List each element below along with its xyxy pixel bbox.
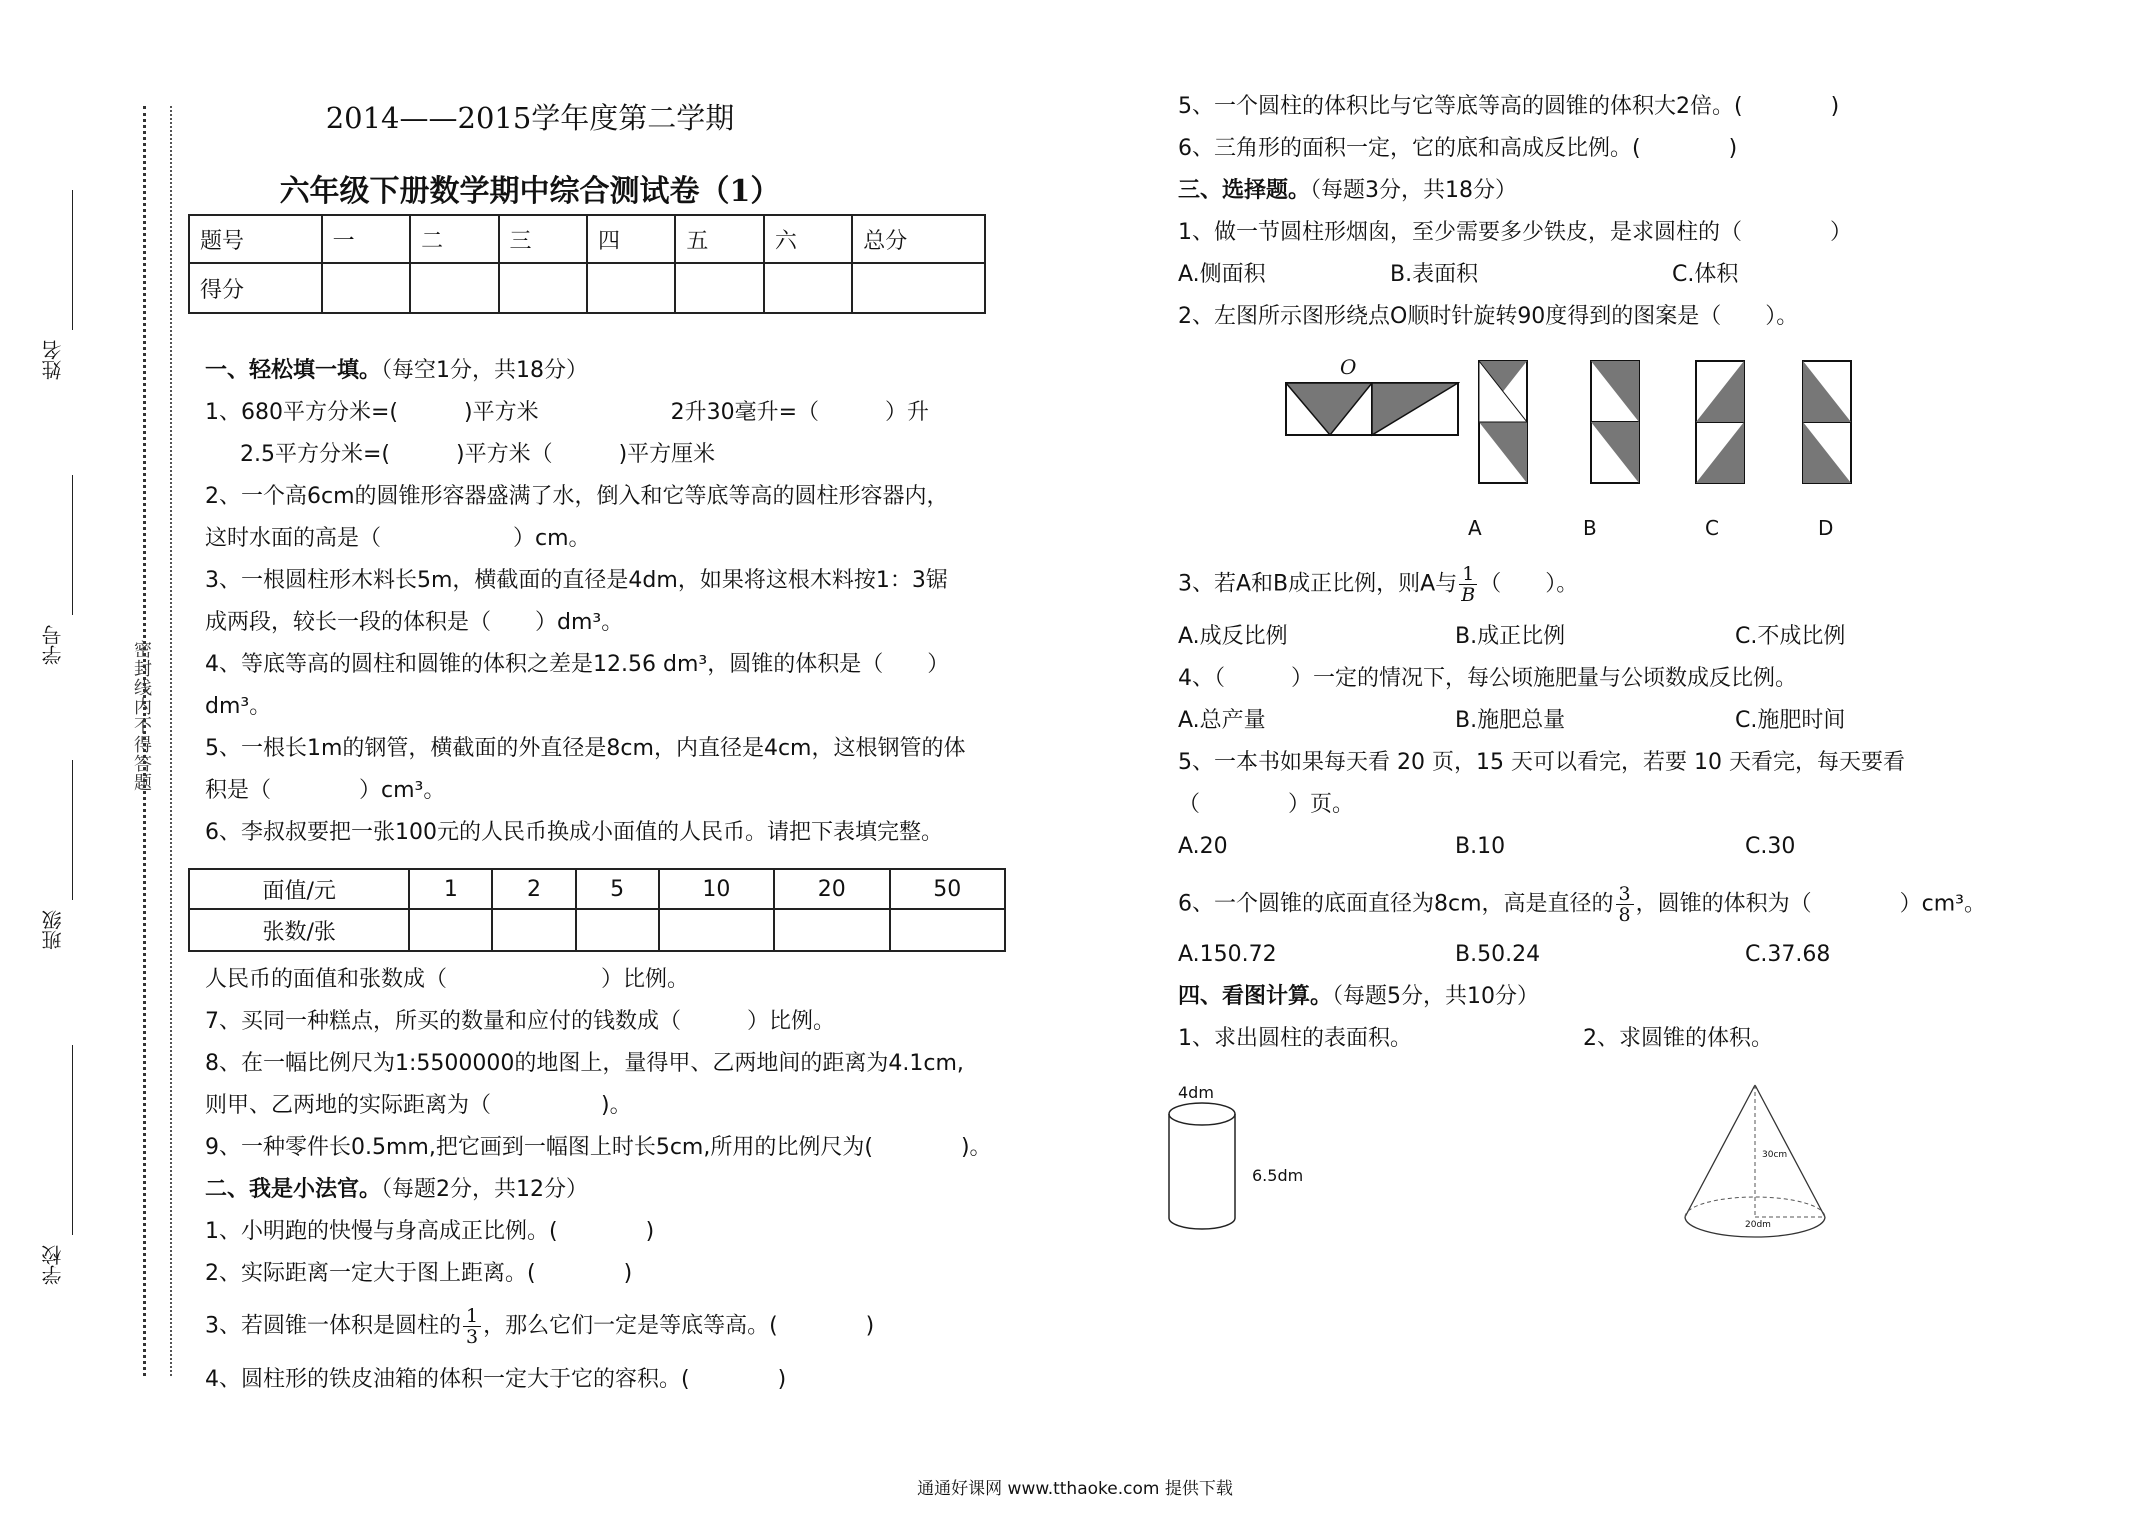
s2-q4: 4、圆柱形的铁皮油箱的体积一定大于它的容积。( ) xyxy=(205,1367,787,1392)
name-blank-line xyxy=(72,190,73,330)
money-blank xyxy=(409,909,492,951)
s3-q3: 3、若A和B成正比例，则A与 $\frac{1}{B}$ （ ）。 xyxy=(1178,563,1579,606)
exam-year-title: 2014——2015学年度第二学期 xyxy=(325,101,735,135)
s1-q3a: 3、一根圆柱形木料长5m，横截面的直径是4dm，如果将这根木料按1：3锯 xyxy=(205,568,948,593)
s2-q3: 3、若圆锥一体积是圆柱的 $\frac{1}{3}$ ，那么它们一定是等底等高。( ) xyxy=(205,1305,875,1348)
option-c-label: C xyxy=(1705,516,1719,540)
money-blank xyxy=(659,909,774,951)
s3-q3-opt-c: C.不成比例 xyxy=(1735,624,1846,649)
s1-q8b: 则甲、乙两地的实际距离为（ )。 xyxy=(205,1093,632,1118)
section4-heading: 四、看图计算。（每题5分，共10分） xyxy=(1178,984,1540,1009)
money-blank xyxy=(576,909,659,951)
school-blank-line xyxy=(72,1045,73,1235)
s3-q5a: 5、一本书如果每天看 20 页，15 天可以看完，若要 10 天看完，每天要看 xyxy=(1178,750,1905,775)
score-table-score-row xyxy=(189,263,985,313)
section3-heading: 三、选择题。（每题3分，共18分） xyxy=(1178,178,1518,203)
money-blank xyxy=(492,909,575,951)
score-blank xyxy=(499,263,587,313)
money-cell: 张数/张 xyxy=(189,909,409,951)
cone-height-label: 30cm xyxy=(1762,1150,1788,1160)
point-o-label: O xyxy=(1340,355,1357,379)
s1-q4b: dm³。 xyxy=(205,694,272,719)
score-blank xyxy=(410,263,498,313)
score-table-header-row xyxy=(189,215,985,263)
score-table xyxy=(188,214,986,314)
s3-q6-opt-a: A.150.72 xyxy=(1178,942,1277,967)
score-cell: 三 xyxy=(499,215,587,263)
s3-q1-opt-c: C.体积 xyxy=(1672,262,1739,287)
school-label: 学校 xyxy=(41,1245,65,1285)
score-cell: 一 xyxy=(322,215,410,263)
original-figure xyxy=(1285,382,1460,437)
s1-q5b: 积是（ ）cm³。 xyxy=(205,778,446,803)
option-d-figure xyxy=(1802,360,1852,485)
s3-q5-opt-a: A.20 xyxy=(1178,834,1228,859)
s1-q3b: 成两段，较长一段的体积是（ ）dm³。 xyxy=(205,610,624,635)
score-cell: 总分 xyxy=(852,215,985,263)
class-label: 班级 xyxy=(41,910,65,950)
option-a-label: A xyxy=(1468,516,1482,540)
money-cell: 50 xyxy=(890,869,1005,909)
option-d-label: D xyxy=(1818,516,1834,540)
s2-q1: 1、小明跑的快慢与身高成正比例。( ) xyxy=(205,1219,655,1244)
s3-q6: 6、一个圆锥的底面直径为8cm，高是直径的 $\frac{3}{8}$ ，圆锥的体积为（ ）cm³。 xyxy=(1178,883,1986,926)
cylinder-diameter-label: 4dm xyxy=(1178,1083,1214,1102)
fraction-one-over-b: $\frac{1}{B}$ xyxy=(1459,564,1477,605)
s3-q3-opt-a: A.成反比例 xyxy=(1178,624,1288,649)
score-cell: 五 xyxy=(675,215,763,263)
option-b-label: B xyxy=(1583,516,1597,540)
s2-q5: 5、一个圆柱的体积比与它等底等高的圆锥的体积大2倍。( ) xyxy=(1178,94,1840,119)
money-cell: 1 xyxy=(409,869,492,909)
s3-q1-opt-a: A.侧面积 xyxy=(1178,262,1266,287)
cylinder-height-label: 6.5dm xyxy=(1252,1166,1304,1185)
number-blank-line xyxy=(72,475,73,615)
s2-q2: 2、实际距离一定大于图上距离。( ) xyxy=(205,1261,633,1286)
s3-q2: 2、左图所示图形绕点O顺时针旋转90度得到的图案是（ ）。 xyxy=(1178,304,1799,329)
s1-q5a: 5、一根长1m的钢管，横截面的外直径是8cm，内直径是4cm，这根钢管的体 xyxy=(205,736,966,761)
fraction-one-third: $\frac{1}{3}$ xyxy=(463,1306,481,1347)
score-blank xyxy=(764,263,852,313)
score-blank xyxy=(587,263,675,313)
s3-q4-opt-b: B.施肥总量 xyxy=(1455,708,1566,733)
s3-q1-opt-b: B.表面积 xyxy=(1390,262,1479,287)
score-cell: 得分 xyxy=(189,263,322,313)
s1-q1b: 2.5平方分米=( )平方米（ )平方厘米 xyxy=(240,442,716,467)
s1-q1a: 1、680平方分米=( )平方米 2升30毫升=（ ）升 xyxy=(205,400,930,425)
money-cell: 5 xyxy=(576,869,659,909)
s3-q6-opt-b: B.50.24 xyxy=(1455,942,1541,967)
section1-heading: 一、轻松填一填。（每空1分，共18分） xyxy=(205,358,589,383)
money-table xyxy=(188,868,1006,952)
s1-q6: 6、李叔叔要把一张100元的人民币换成小面值的人民币。请把下表填完整。 xyxy=(205,820,943,845)
name-label: 姓名 xyxy=(41,340,65,380)
s3-q5-opt-c: C.30 xyxy=(1745,834,1796,859)
cylinder-figure xyxy=(1163,1100,1241,1235)
seal-warning-text: 密封线内不得答题 xyxy=(131,640,152,792)
score-cell: 题号 xyxy=(189,215,322,263)
seal-dotted-line-inner xyxy=(170,106,172,1376)
s3-q5b: （ ）页。 xyxy=(1178,792,1355,817)
s3-q3-opt-b: B.成正比例 xyxy=(1455,624,1566,649)
score-cell: 六 xyxy=(764,215,852,263)
s1-q8a: 8、在一幅比例尺为1:5500000的地图上，量得甲、乙两地间的距离为4.1cm, xyxy=(205,1051,964,1076)
s3-q5-opt-b: B.10 xyxy=(1455,834,1506,859)
class-blank-line xyxy=(72,760,73,900)
s1-q9: 9、一种零件长0.5mm,把它画到一幅图上时长5cm,所用的比例尺为( )。 xyxy=(205,1135,992,1160)
money-table-count-row xyxy=(189,909,1005,951)
score-cell: 四 xyxy=(587,215,675,263)
section2-heading: 二、我是小法官。（每题2分，共12分） xyxy=(205,1177,589,1202)
s1-q2a: 2、一个高6cm的圆锥形容器盛满了水，倒入和它等底等高的圆柱形容器内， xyxy=(205,484,949,509)
s1-q7: 7、买同一种糕点，所买的数量和应付的钱数成（ ）比例。 xyxy=(205,1009,835,1034)
exam-title: 六年级下册数学期中综合测试卷（1） xyxy=(279,174,781,209)
money-cell: 2 xyxy=(492,869,575,909)
score-cell: 二 xyxy=(410,215,498,263)
s1-q2b: 这时水面的高是（ ）cm。 xyxy=(205,526,591,551)
s1-q6b: 人民币的面值和张数成（ ）比例。 xyxy=(205,967,690,992)
money-cell: 面值/元 xyxy=(189,869,409,909)
footer-credit: 通通好课网 www.tthaoke.com 提供下载 xyxy=(917,1479,1233,1499)
score-blank xyxy=(675,263,763,313)
money-blank xyxy=(890,909,1005,951)
student-number-label: 学号 xyxy=(41,625,65,665)
s3-q6-opt-c: C.37.68 xyxy=(1745,942,1831,967)
s3-q1: 1、做一节圆柱形烟囱，至少需要多少铁皮，是求圆柱的（ ） xyxy=(1178,220,1852,245)
fraction-three-eighths: $\frac{3}{8}$ xyxy=(1616,884,1634,925)
score-blank xyxy=(322,263,410,313)
s1-q4a: 4、等底等高的圆柱和圆锥的体积之差是12.56 dm³，圆锥的体积是（ ） xyxy=(205,652,950,677)
option-b-figure xyxy=(1590,360,1640,485)
score-blank xyxy=(852,263,985,313)
s3-q4-opt-a: A.总产量 xyxy=(1178,708,1266,733)
money-blank xyxy=(774,909,889,951)
cone-diameter-label: 20dm xyxy=(1745,1220,1771,1230)
option-a-figure xyxy=(1478,360,1528,485)
s3-q4-opt-c: C.施肥时间 xyxy=(1735,708,1846,733)
s2-q6: 6、三角形的面积一定，它的底和高成反比例。( ) xyxy=(1178,136,1738,161)
s3-q4: 4、（ ）一定的情况下，每公顷施肥量与公顷数成反比例。 xyxy=(1178,666,1797,691)
s4-q2: 2、求圆锥的体积。 xyxy=(1583,1026,1773,1051)
option-c-figure xyxy=(1695,360,1745,485)
money-table-value-row xyxy=(189,869,1005,909)
money-cell: 10 xyxy=(659,869,774,909)
money-cell: 20 xyxy=(774,869,889,909)
s4-q1: 1、求出圆柱的表面积。 xyxy=(1178,1026,1412,1051)
